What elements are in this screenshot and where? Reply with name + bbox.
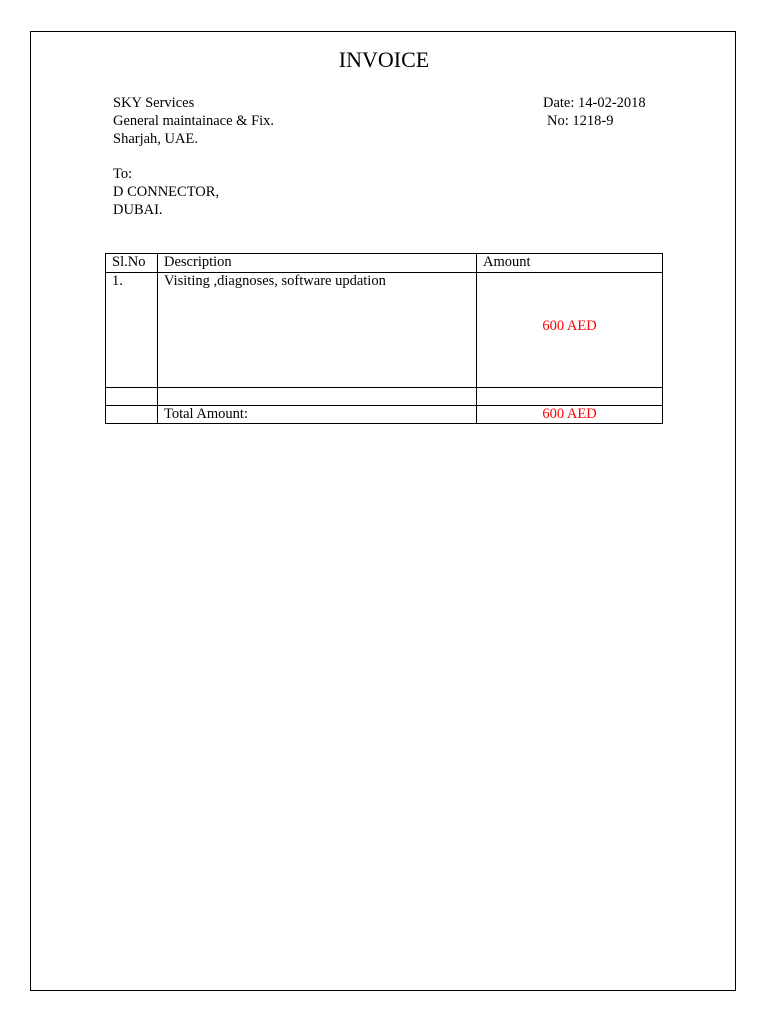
page-border bbox=[30, 31, 736, 991]
total-row bbox=[106, 406, 663, 424]
item-slno: 1. bbox=[106, 273, 158, 388]
to-recipient-location: DUBAI. bbox=[113, 202, 163, 218]
blank-cell bbox=[158, 388, 477, 406]
blank-row bbox=[106, 388, 663, 406]
header-amount: Amount bbox=[477, 254, 663, 273]
total-label: Total Amount: bbox=[158, 406, 477, 424]
from-company-tagline: General maintainace & Fix. bbox=[113, 113, 275, 129]
header-description: Description bbox=[158, 254, 477, 273]
to-label: To: bbox=[113, 166, 133, 182]
header-slno: Sl.No bbox=[106, 254, 158, 273]
to-recipient-name: D CONNECTOR, bbox=[113, 184, 220, 200]
blank-cell bbox=[477, 388, 663, 406]
total-empty-cell bbox=[106, 406, 158, 424]
from-company-location: Sharjah, UAE. bbox=[113, 131, 198, 147]
item-description: Visiting ,diagnoses, software updation bbox=[158, 273, 477, 388]
item-amount: 600 AED bbox=[477, 273, 663, 388]
from-company-name: SKY Services bbox=[113, 95, 195, 111]
invoice-table bbox=[105, 253, 663, 424]
blank-cell bbox=[106, 388, 158, 406]
invoice-number: No: 1218-9 bbox=[547, 113, 614, 129]
invoice-date: Date: 14-02-2018 bbox=[543, 95, 646, 111]
table-header-row bbox=[106, 254, 663, 273]
total-amount: 600 AED bbox=[477, 406, 663, 424]
table-row bbox=[106, 273, 663, 388]
invoice-title: INVOICE bbox=[338, 47, 430, 72]
